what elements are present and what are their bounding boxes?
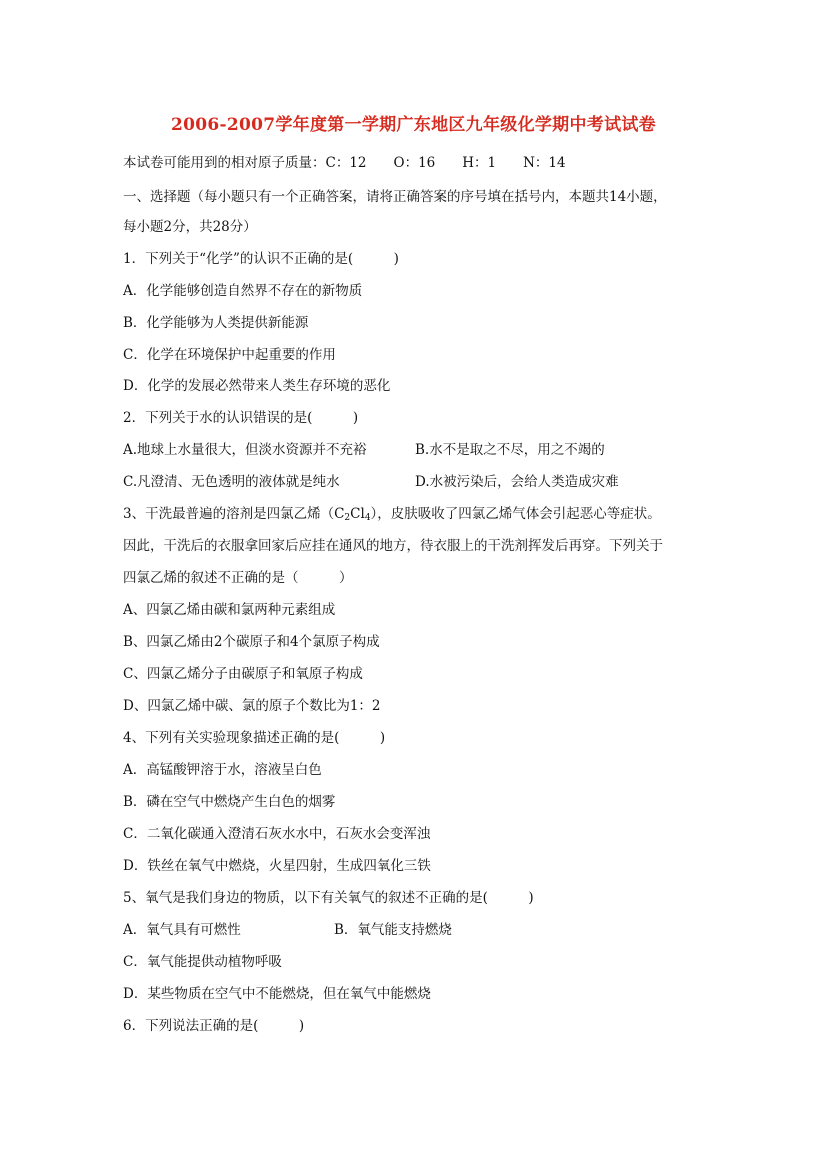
- question-1-option-d: D．化学的发展必然带来人类生存环境的恶化: [123, 378, 391, 394]
- formula-cl: Cl: [350, 506, 365, 522]
- question-3-stem-line3: 四氯乙烯的叙述不正确的是（ ）: [123, 570, 353, 586]
- question-3-stem-line2: 因此，干洗后的衣服拿回家后应挂在通风的地方，待衣服上的干洗剂挥发后再穿。下列关于: [123, 538, 663, 554]
- question-3-option-b: B、四氯乙烯由2个碳原子和4个氯原子构成: [123, 634, 380, 650]
- section-heading-line2: 每小题2分，共28分）: [123, 219, 257, 235]
- question-4-option-d: D．铁丝在氧气中燃烧，火星四射，生成四氧化三铁: [123, 858, 431, 874]
- question-2-option-d: D.水被污染后，会给人类造成灾难: [415, 474, 619, 490]
- question-3-option-c: C、四氯乙烯分子由碳原子和氧原子构成: [123, 666, 363, 682]
- question-2-options-ab: [123, 440, 723, 460]
- question-2-options-cd: [123, 472, 723, 492]
- section-heading-line1: 一、选择题（每小题只有一个正确答案，请将正确答案的序号填在括号内，本题共14小题，: [123, 189, 667, 205]
- question-6-stem: 6．下列说法正确的是( ): [123, 1018, 305, 1034]
- question-3-stem-part1: 3、干洗最普遍的溶剂是四氯乙烯（C: [123, 506, 345, 522]
- question-2-option-a: A.地球上水量很大，但淡水资源并不充裕: [123, 442, 367, 458]
- question-3-stem-part2: ），皮肤吸收了四氯乙烯气体会引起恶心等症状。: [370, 506, 661, 522]
- question-3-stem-line1: [123, 504, 723, 528]
- page-title: 2006-2007学年度第一学期广东地区九年级化学期中考试试卷: [171, 115, 656, 135]
- question-1-option-b: B．化学能够为人类提供新能源: [123, 315, 309, 331]
- question-4-option-c: C．二氧化碳通入澄清石灰水水中，石灰水会变浑浊: [123, 826, 431, 842]
- question-2-option-b: B.水不是取之不尽，用之不竭的: [415, 442, 605, 458]
- question-1-option-a: A．化学能够创造自然界不存在的新物质: [123, 283, 363, 299]
- question-4-option-a: A．高锰酸钾溶于水，溶液呈白色: [123, 762, 322, 778]
- question-4-option-b: B．磷在空气中燃烧产生白色的烟雾: [123, 794, 336, 810]
- formula-subscript-1: 2: [344, 513, 351, 523]
- question-5-option-b: B．氧气能支持燃烧: [334, 922, 452, 938]
- question-5-options-ab: [123, 920, 723, 940]
- question-5-stem: 5、氧气是我们身边的物质，以下有关氧气的叙述不正确的是( ): [123, 890, 534, 906]
- question-1-stem: 1．下列关于“化学”的认识不正确的是( ): [123, 251, 399, 267]
- question-2-option-c: C.凡澄清、无色透明的液体就是纯水: [123, 474, 340, 490]
- question-5-option-c: C．氧气能提供动植物呼吸: [123, 954, 282, 970]
- atomic-mass-note: 本试卷可能用到的相对原子质量：C：12 O：16 H：1 N：14: [123, 155, 566, 171]
- question-1-option-c: C．化学在环境保护中起重要的作用: [123, 347, 336, 363]
- question-3-option-a: A、四氯乙烯由碳和氯两种元素组成: [123, 602, 336, 618]
- question-4-stem: 4、下列有关实验现象描述正确的是( ): [123, 730, 386, 746]
- formula-subscript-2: 4: [364, 513, 371, 523]
- question-3-option-d: D、四氯乙烯中碳、氯的原子个数比为1：2: [123, 698, 381, 714]
- question-5-option-a: A．氧气具有可燃性: [123, 922, 241, 938]
- question-5-option-d: D．某些物质在空气中不能燃烧，但在氧气中能燃烧: [123, 986, 431, 1002]
- question-2-stem: 2．下列关于水的认识错误的是( ): [123, 410, 359, 426]
